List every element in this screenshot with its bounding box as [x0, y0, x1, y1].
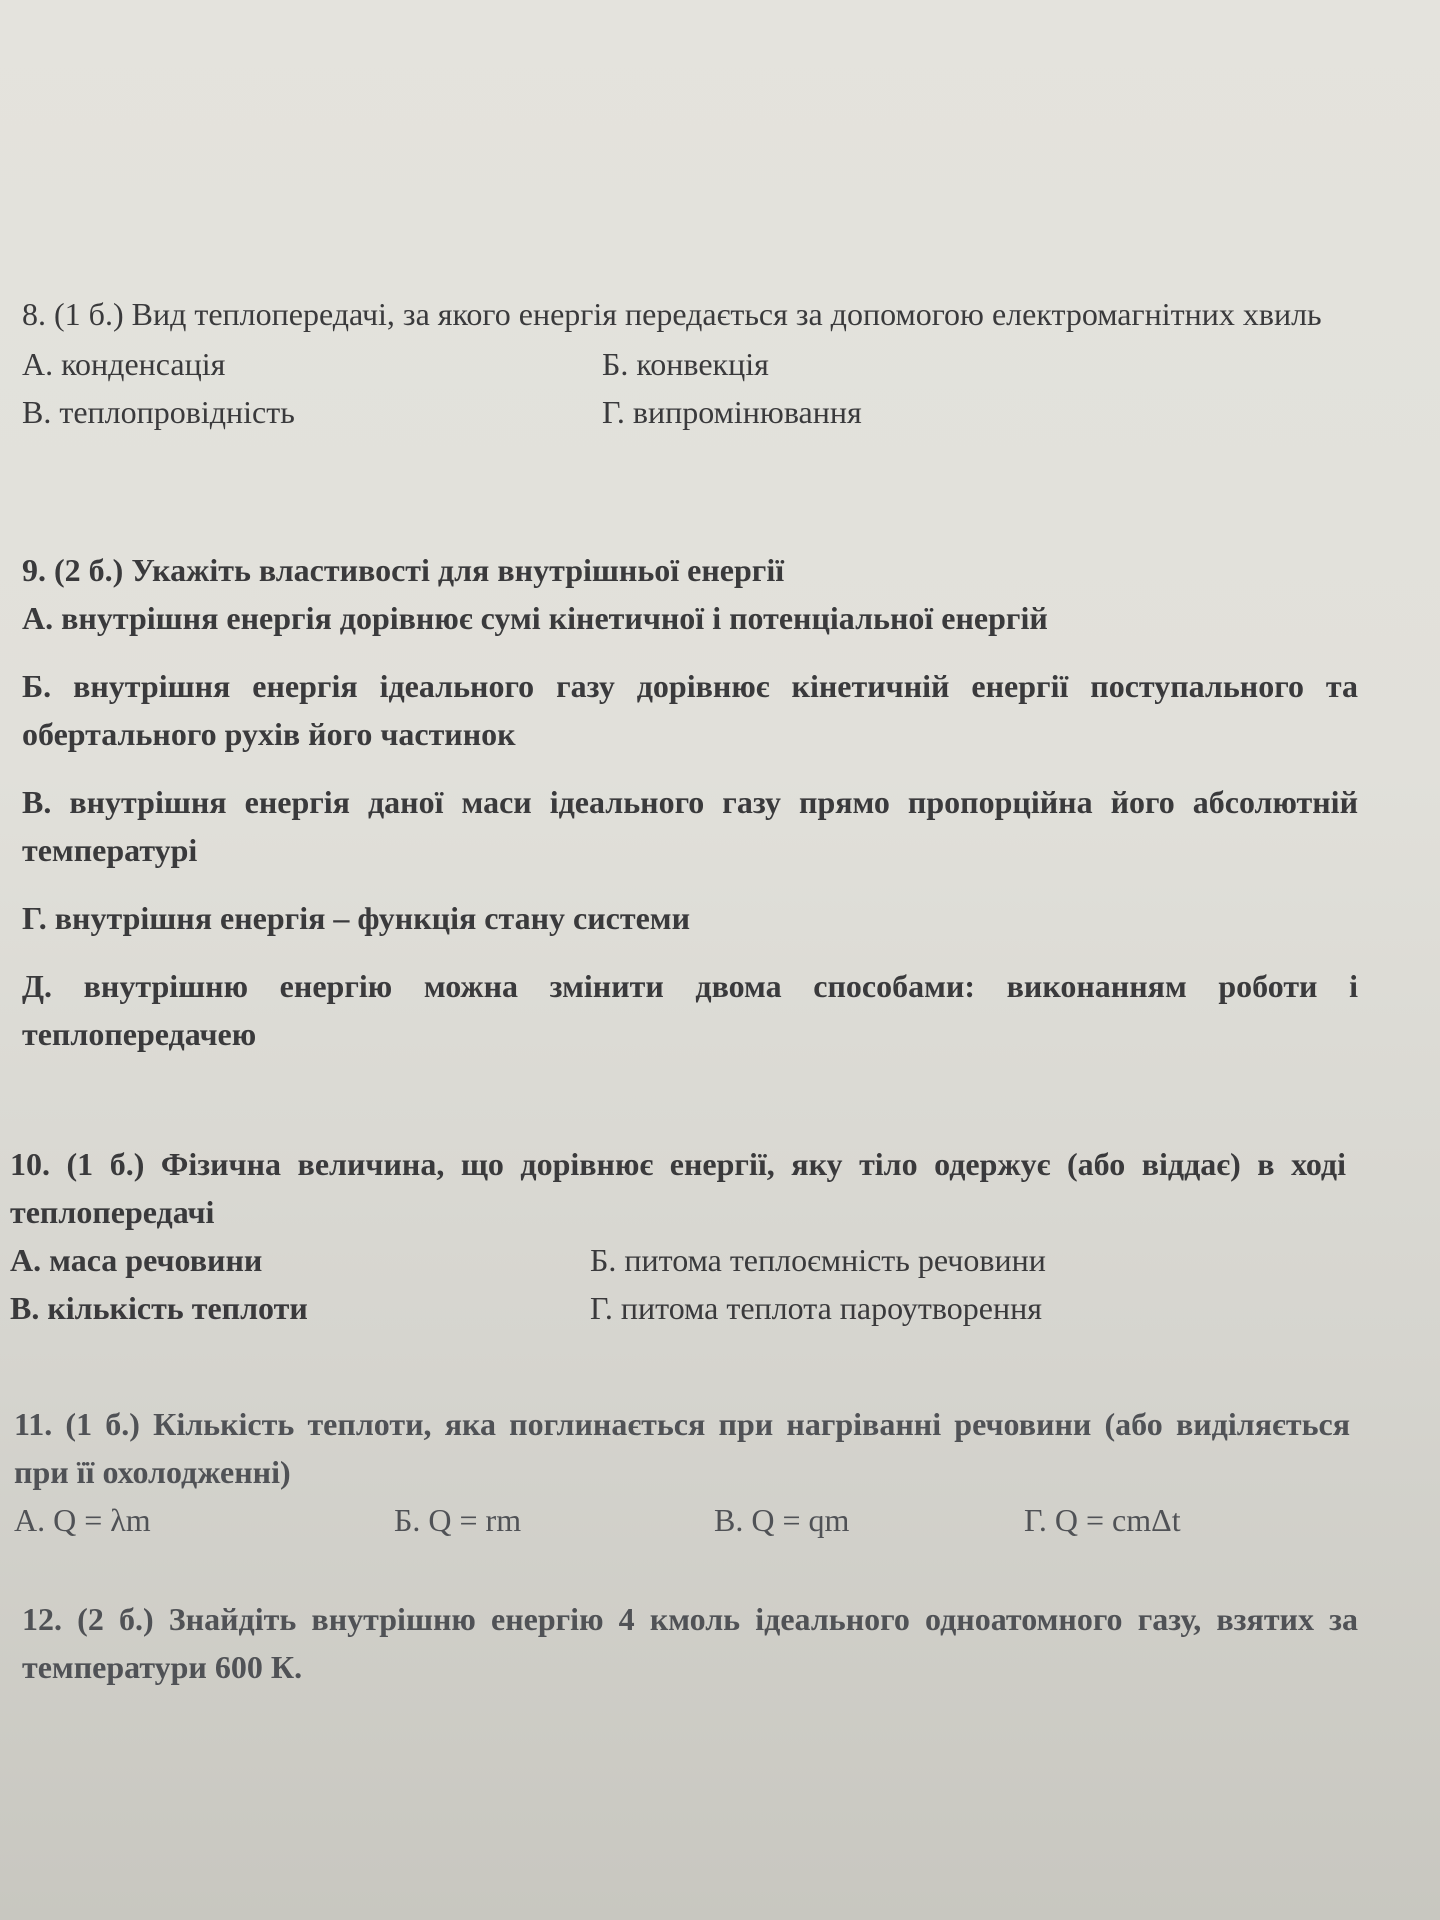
question-9-option-e: Д. внутрішню енергію можна змінити двома способами: виконанням роботи і теплопередачею: [22, 968, 1358, 1052]
question-8-options: [22, 340, 1358, 436]
question-8-option-b: Б. конвекція: [602, 346, 769, 382]
question-10-option-d: Г. питома теплота пароутворення: [590, 1290, 1042, 1326]
question-11-option-c: В. Q = qm: [714, 1502, 850, 1538]
question-10-stem: 10. (1 б.) Фізична величина, що дорівнює енергії, яку тіло одержує (або віддає) в ході теплопередачі: [10, 1146, 1346, 1230]
question-11-stem: 11. (1 б.) Кількість теплоти, яка поглинається при нагріванні речовини (або виділяється при її охолодженні): [14, 1406, 1350, 1490]
question-8-option-c: В. теплопровідність: [22, 394, 295, 430]
question-10: [10, 1140, 1346, 1332]
question-8-option-d: Г. випромінювання: [602, 394, 862, 430]
question-11: [14, 1400, 1350, 1544]
question-11-option-b: Б. Q = rm: [394, 1502, 522, 1538]
question-9-stem: 9. (2 б.) Укажіть властивості для внутрішньої енергії: [22, 552, 785, 588]
question-9-option-a: А. внутрішня енергія дорівнює сумі кінетичної і потенціальної енергій: [22, 600, 1048, 636]
question-11-options: [14, 1496, 1350, 1544]
question-8-option-a: А. конденсація: [22, 346, 226, 382]
question-9-option-b: Б. внутрішня енергія ідеального газу дорівнює кінетичній енергії поступального та обертального рухів його частинок: [22, 668, 1358, 752]
question-8: [22, 290, 1358, 436]
question-8-stem: 8. (1 б.) Вид теплопередачі, за якого енергія передається за допомогою електромагнітних хвиль: [22, 296, 1322, 332]
question-9-option-d: Г. внутрішня енергія – функція стану системи: [22, 900, 691, 936]
question-11-option-a: А. Q = λm: [14, 1502, 151, 1538]
question-12: [22, 1595, 1358, 1691]
question-9-option-c: В. внутрішня енергія даної маси ідеального газу прямо пропорційна його абсолютній температурі: [22, 784, 1358, 868]
question-10-options: [10, 1236, 1346, 1332]
question-10-option-b: Б. питома теплоємність речовини: [590, 1242, 1046, 1278]
question-10-option-a: А. маса речовини: [10, 1242, 263, 1278]
question-12-stem: 12. (2 б.) Знайдіть внутрішню енергію 4 кмоль ідеального одноатомного газу, взятих за температури 600 К.: [22, 1601, 1358, 1685]
question-11-option-d: Г. Q = cmΔt: [1024, 1502, 1181, 1538]
question-10-option-c: В. кількість теплоти: [10, 1290, 308, 1326]
question-9: [22, 546, 1358, 1072]
